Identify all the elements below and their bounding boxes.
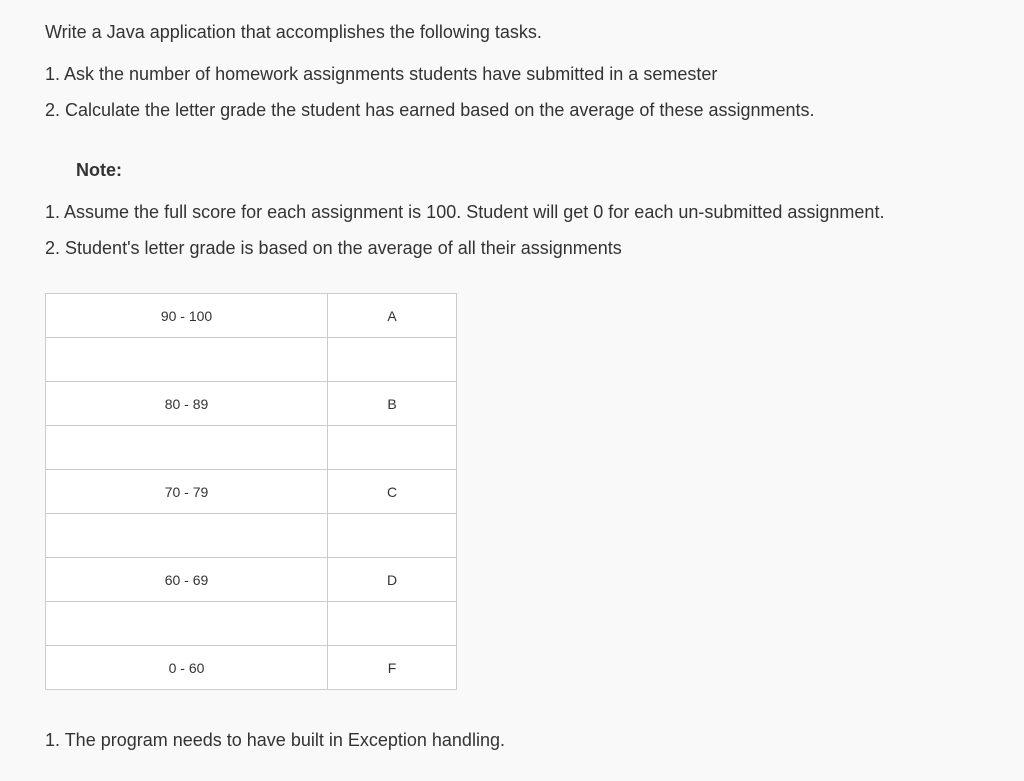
grade-range-cell: 80 - 89 [46, 382, 328, 426]
letter-grade-cell: D [328, 558, 457, 602]
note-list [45, 194, 884, 266]
letter-grade-cell: C [328, 470, 457, 514]
table-row [46, 646, 457, 690]
letter-grade-cell: A [328, 294, 457, 338]
grade-range-cell [46, 426, 328, 470]
table-row [46, 470, 457, 514]
requirement-list [45, 722, 505, 758]
letter-grade-cell [328, 514, 457, 558]
grade-range-cell [46, 338, 328, 382]
intro-text: Write a Java application that accomplishes the following tasks. [45, 22, 542, 42]
table-row [46, 602, 457, 646]
letter-grade-cell: F [328, 646, 457, 690]
note-item: 1. Assume the full score for each assignment is 100. Student will get 0 for each un-submitted assignment. [45, 202, 885, 222]
grade-range-cell: 70 - 79 [46, 470, 328, 514]
letter-grade-cell [328, 338, 457, 382]
table-row [46, 294, 457, 338]
note-heading: Note: [76, 160, 122, 180]
task-list [45, 56, 1005, 128]
requirement-item: 1. The program needs to have built in Exception handling. [45, 730, 505, 750]
task-item: 2. Calculate the letter grade the student has earned based on the average of these assignments. [45, 100, 815, 120]
letter-grade-cell [328, 602, 457, 646]
table-row [46, 338, 457, 382]
letter-grade-cell [328, 426, 457, 470]
table-row [46, 382, 457, 426]
letter-grade-cell: B [328, 382, 457, 426]
grade-range-cell: 90 - 100 [46, 294, 328, 338]
grade-range-cell [46, 602, 328, 646]
table-row [46, 514, 457, 558]
table-row [46, 426, 457, 470]
note-item: 2. Student's letter grade is based on the average of all their assignments [45, 238, 622, 258]
grade-range-cell: 60 - 69 [46, 558, 328, 602]
grade-range-cell [46, 514, 328, 558]
grade-range-cell: 0 - 60 [46, 646, 328, 690]
table-row [46, 558, 457, 602]
grade-table [45, 293, 457, 690]
task-item: 1. Ask the number of homework assignments students have submitted in a semester [45, 64, 718, 84]
document-body [45, 18, 1005, 750]
